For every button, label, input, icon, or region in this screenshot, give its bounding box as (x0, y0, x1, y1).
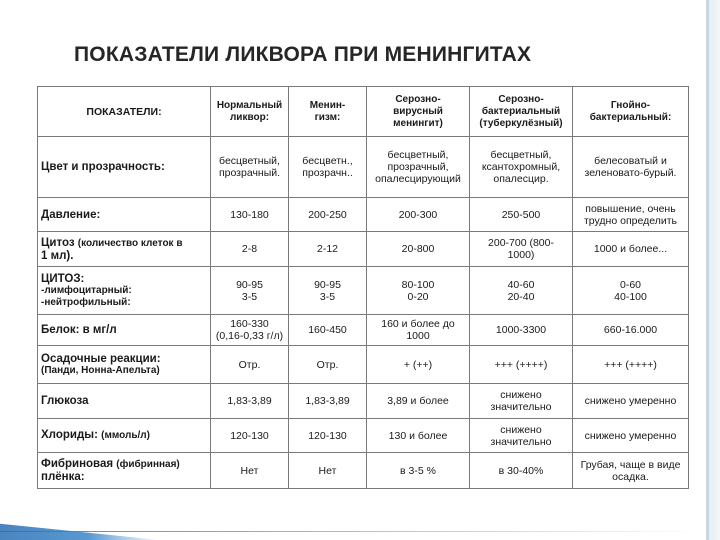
table-row (38, 419, 689, 453)
table-cell: 120-130 (289, 419, 367, 453)
table-cell: Отр. (289, 346, 367, 384)
table-cell: Нет (289, 453, 367, 489)
table-cell: 1000-3300 (470, 315, 573, 346)
table-header-row (38, 87, 689, 137)
csf-indicators-table (37, 86, 689, 489)
table-cell: 40-60 20-40 (470, 267, 573, 315)
header-indicator: ПОКАЗАТЕЛИ: (38, 87, 211, 137)
table-cell: 1,83-3,89 (211, 384, 289, 419)
table-cell: бесцветный, ксантохромный, опалесцир. (470, 137, 573, 198)
table-cell: + (++) (367, 346, 470, 384)
row-label-chlorides: Хлориды: (ммоль/л) (38, 419, 211, 453)
row-label-cytosis: Цитоз (количество клеток в 1 мл). (38, 232, 211, 267)
table-cell: 200-700 (800- 1000) (470, 232, 573, 267)
table-cell: 160 и более до 1000 (367, 315, 470, 346)
header-serous-bacterial: Серозно- бактериальный (туберкулёзный) (470, 87, 573, 137)
table-cell: снижено значительно (470, 384, 573, 419)
table-row (38, 267, 689, 315)
table-cell: 660-16.000 (573, 315, 689, 346)
header-purulent-bacterial: Гнойно- бактериальный: (573, 87, 689, 137)
slide-corner-decoration (0, 504, 160, 540)
table-cell: бесцветн., прозрачн.. (289, 137, 367, 198)
table-cell: Нет (211, 453, 289, 489)
table-cell: белесоватый и зеленовато-бурый. (573, 137, 689, 198)
table-cell: 80-100 0-20 (367, 267, 470, 315)
row-label-protein: Белок: в мг/л (38, 315, 211, 346)
table-row (38, 346, 689, 384)
table-cell: 130 и более (367, 419, 470, 453)
table-cell: бесцветный, прозрачный. (211, 137, 289, 198)
table-cell: 200-250 (289, 198, 367, 232)
table-cell: +++ (++++) (573, 346, 689, 384)
header-serous-viral: Серозно- вирусный менингит) (367, 87, 470, 137)
table-cell: 120-130 (211, 419, 289, 453)
table-row (38, 137, 689, 198)
table-cell: 90-95 3-5 (211, 267, 289, 315)
table-row (38, 453, 689, 489)
table-cell: снижено умеренно (573, 384, 689, 419)
table-row (38, 198, 689, 232)
page-title: ПОКАЗАТЕЛИ ЛИКВОРА ПРИ МЕНИНГИТАХ (74, 43, 532, 66)
table-cell: 20-800 (367, 232, 470, 267)
row-label-color: Цвет и прозрачность: (38, 137, 211, 198)
table-cell: снижено значительно (470, 419, 573, 453)
table-row (38, 232, 689, 267)
table-cell: 250-500 (470, 198, 573, 232)
table-cell: 130-180 (211, 198, 289, 232)
table-cell: 90-95 3-5 (289, 267, 367, 315)
table-cell: в 3-5 % (367, 453, 470, 489)
table-row (38, 384, 689, 419)
table-cell: 1,83-3,89 (289, 384, 367, 419)
table-cell: в 30-40% (470, 453, 573, 489)
table-cell: повышение, очень трудно определить (573, 198, 689, 232)
header-normal: Нормальный ликвор: (211, 87, 289, 137)
row-label-glucose: Глюкоза (38, 384, 211, 419)
row-label-cytosis-types: ЦИТОЗ: -лимфоцитарный: -нейтрофильный: (38, 267, 211, 315)
table-cell: Грубая, чаще в виде осадка. (573, 453, 689, 489)
slide-side-bar (706, 0, 720, 540)
table-cell: бесцветный, прозрачный, опалесцирующий (367, 137, 470, 198)
table-cell: Отр. (211, 346, 289, 384)
table-row (38, 315, 689, 346)
table-cell: 2-12 (289, 232, 367, 267)
table-cell: 160-450 (289, 315, 367, 346)
row-label-sediment: Осадочные реакции: (Панди, Нонна-Апельта) (38, 346, 211, 384)
table-cell: 200-300 (367, 198, 470, 232)
row-label-fibrin: Фибриновая (фибринная) плёнка: (38, 453, 211, 489)
table-cell: 1000 и более... (573, 232, 689, 267)
header-meningism: Менин- гизм: (289, 87, 367, 137)
table-cell: 0-60 40-100 (573, 267, 689, 315)
table-cell: 160-330 (0,16-0,33 г/л) (211, 315, 289, 346)
table-cell: 2-8 (211, 232, 289, 267)
table-cell: 3,89 и более (367, 384, 470, 419)
table-cell: снижено умеренно (573, 419, 689, 453)
slide-bottom-line (0, 531, 706, 532)
table-cell: +++ (++++) (470, 346, 573, 384)
row-label-pressure: Давление: (38, 198, 211, 232)
